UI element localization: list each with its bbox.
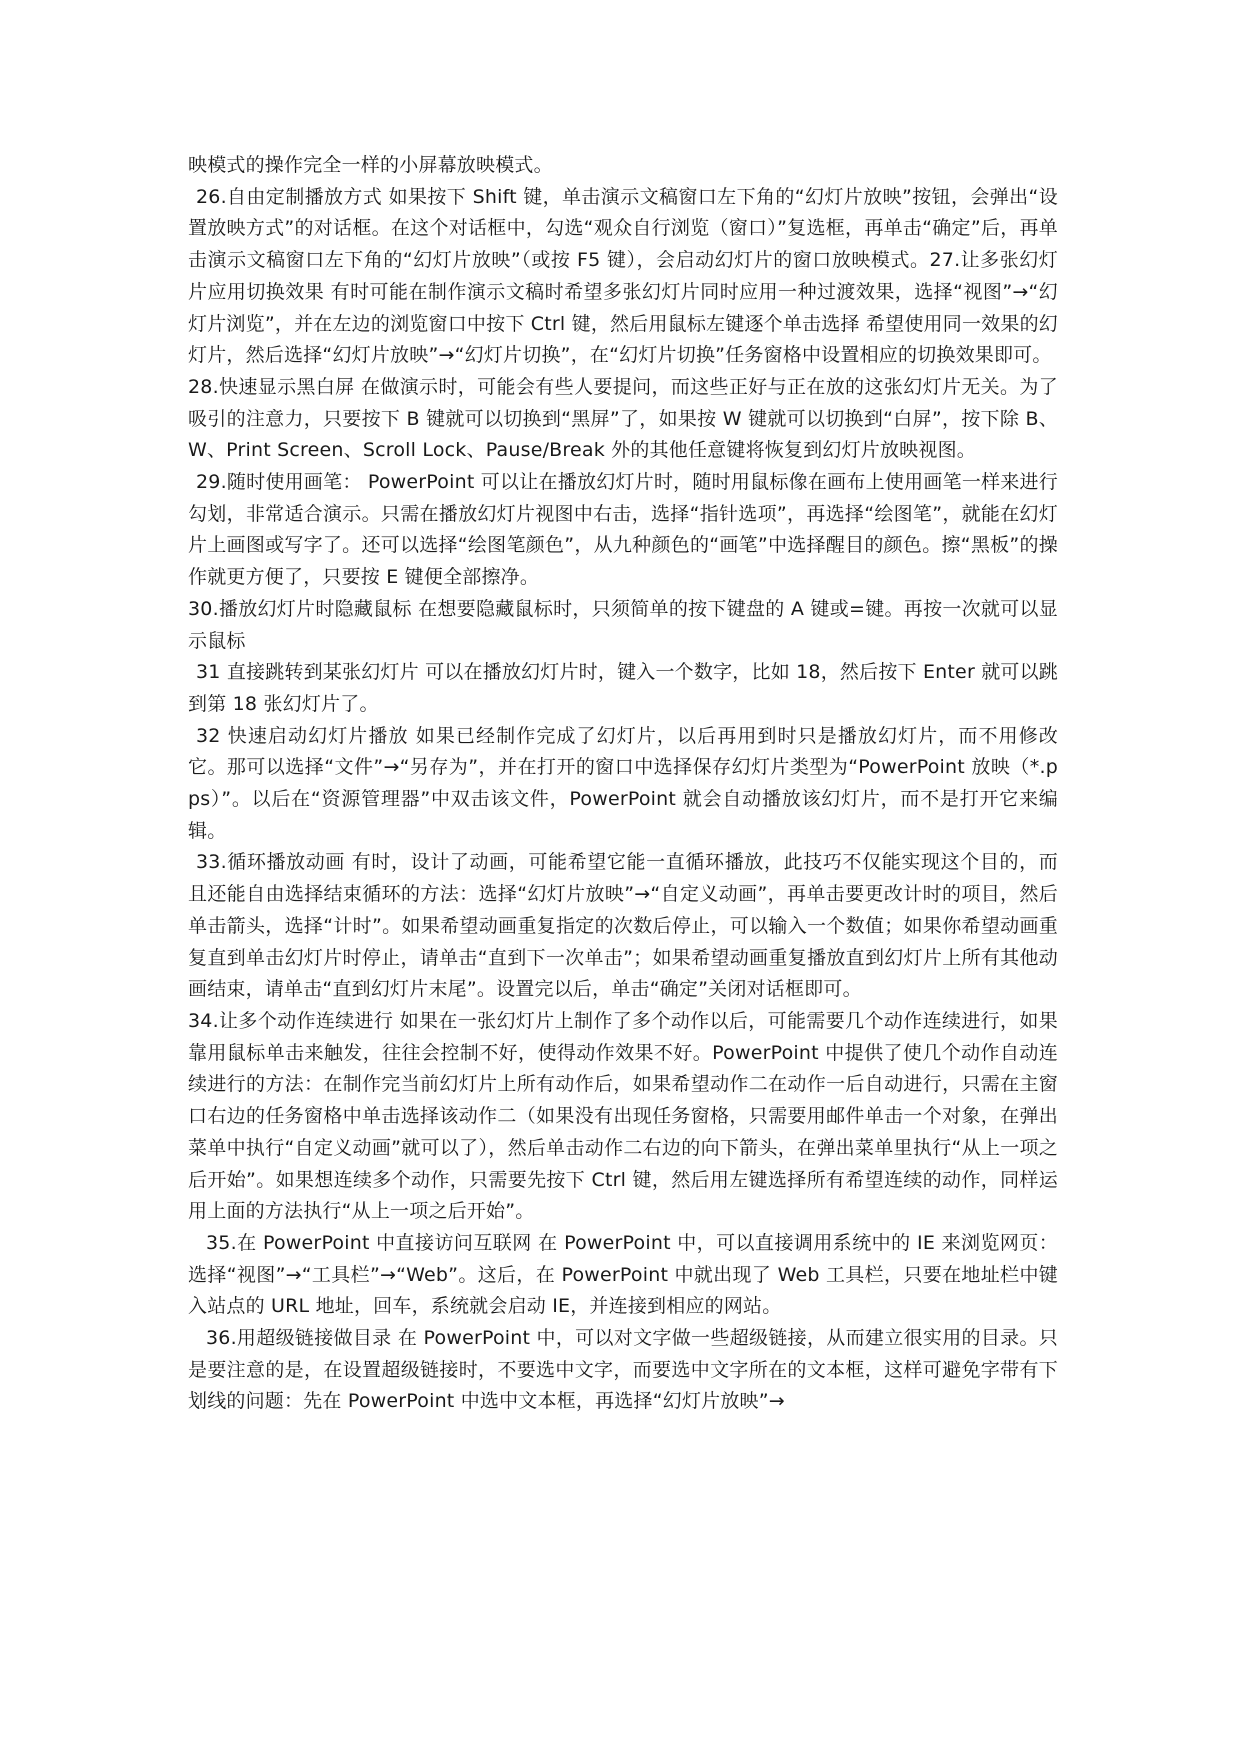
- paragraph-tip-29: 29.随时使用画笔： PowerPoint 可以让在播放幻灯片时，随时用鼠标像在画布上使用画笔一样来进行勾划，非常适合演示。只需在播放幻灯片视图中右击，选择“指针选项”，再选择“绘图笔”，就能在幻灯片上画图或写字了。还可以选择“绘图笔颜色”，从九种颜色的“画笔”中选择醒目的颜色。擦“黑板”的操作就更方便了，只要按 E 键便全部擦净。: [188, 471, 1058, 589]
- paragraph-tip-33: 33.循环播放动画 有时，设计了动画，可能希望它能一直循环播放，此技巧不仅能实现这个目的，而且还能自由选择结束循环的方法：选择“幻灯片放映”→“自定义动画”，再单击要更改计时的项目，然后单击箭头，选择“计时”。如果希望动画重复指定的次数后停止，可以输入一个数值；如果你希望动画重复直到单击幻灯片时停止，请单击“直到下一次单击”；如果希望动画重复播放直到幻灯片上所有其他动画结束，请单击“直到幻灯片末尾”。设置完以后，单击“确定”关闭对话框即可。: [188, 851, 1058, 1001]
- paragraph-tip-31: 31 直接跳转到某张幻灯片 可以在播放幻灯片时，键入一个数字，比如 18，然后按下 Enter 就可以跳到第 18 张幻灯片了。: [188, 661, 1058, 715]
- paragraph-tip-26-27: 26.自由定制播放方式 如果按下 Shift 键，单击演示文稿窗口左下角的“幻灯片放映”按钮，会弹出“设置放映方式”的对话框。在这个对话框中，勾选“观众自行浏览（窗口）”复选框，再单击“确定”后，再单击演示文稿窗口左下角的“幻灯片放映”（或按 F5 键），会启动幻灯片的窗口放映模式。27.让多张幻灯片应用切换效果 有时可能在制作演示文稿时希望多张幻灯片同时应用一种过渡效果，选择“视图”→“幻灯片浏览”，并在左边的浏览窗口中按下 Ctrl 键，然后用鼠标左键逐个单击选择 希望使用同一效果的幻灯片，然后选择“幻灯片放映”→“幻灯片切换”，在“幻灯片切换”任务窗格中设置相应的切换效果即可。: [188, 185, 1058, 367]
- paragraph-tip-34: 34.让多个动作连续进行 如果在一张幻灯片上制作了多个动作以后，可能需要几个动作连续进行，如果靠用鼠标单击来触发，往往会控制不好，使得动作效果不好。PowerPoint 中提供了使几个动作自动连续进行的方法：在制作完当前幻灯片上所有动作后，如果希望动作二在动作一后自动进行，只需在主窗口右边的任务窗格中单击选择该动作二（如果没有出现任务窗格，只需要用邮件单击一个对象，在弹出菜单中执行“自定义动画”就可以了），然后单击动作二右边的向下箭头，在弹出菜单里执行“从上一项之后开始”。如果想连续多个动作，只需要先按下 Ctrl 键，然后用左键选择所有希望连续的动作，同样运用上面的方法执行“从上一项之后开始”。: [188, 1009, 1058, 1223]
- document-body: [188, 150, 1058, 1418]
- paragraph-continuation: 映模式的操作完全一样的小屏幕放映模式。: [188, 154, 553, 176]
- paragraph-tip-30: 30.播放幻灯片时隐藏鼠标 在想要隐藏鼠标时，只须简单的按下键盘的 A 键或=键。再按一次就可以显示鼠标: [188, 597, 1058, 652]
- paragraph-tip-32: 32 快速启动幻灯片播放 如果已经制作完成了幻灯片，以后再用到时只是播放幻灯片，而不用修改它。那可以选择“文件”→“另存为”，并在打开的窗口中选择保存幻灯片类型为“PowerPoint 放映（*.pps）”。以后在“资源管理器”中双击该文件，PowerPoint 就会自动播放该幻灯片，而不是打开它来编辑。: [188, 724, 1058, 842]
- paragraph-tip-36: 36.用超级链接做目录 在 PowerPoint 中，可以对文字做一些超级链接，从而建立很实用的目录。只是要注意的是，在设置超级链接时，不要选中文字，而要选中文字所在的文本框，这样可避免字带有下划线的问题：先在 PowerPoint 中选中文本框，再选择“幻灯片放映”→: [188, 1327, 1058, 1413]
- paragraph-tip-28: 28.快速显示黑白屏 在做演示时，可能会有些人要提问，而这些正好与正在放的这张幻灯片无关。为了吸引的注意力，只要按下 B 键就可以切换到“黑屏”了，如果按 W 键就可以切换到“白屏”，按下除 B、W、Print Screen、Scroll Lock、Pause/Break 外的其他任意键将恢复到幻灯片放映视图。: [188, 375, 1058, 462]
- paragraph-tip-35: 35.在 PowerPoint 中直接访问互联网 在 PowerPoint 中，可以直接调用系统中的 IE 来浏览网页：选择“视图”→“工具栏”→“Web”。这后，在 PowerPoint 中就出现了 Web 工具栏，只要在地址栏中键入站点的 URL 地址，回车，系统就会启动 IE，并连接到相应的网站。: [188, 1231, 1058, 1318]
